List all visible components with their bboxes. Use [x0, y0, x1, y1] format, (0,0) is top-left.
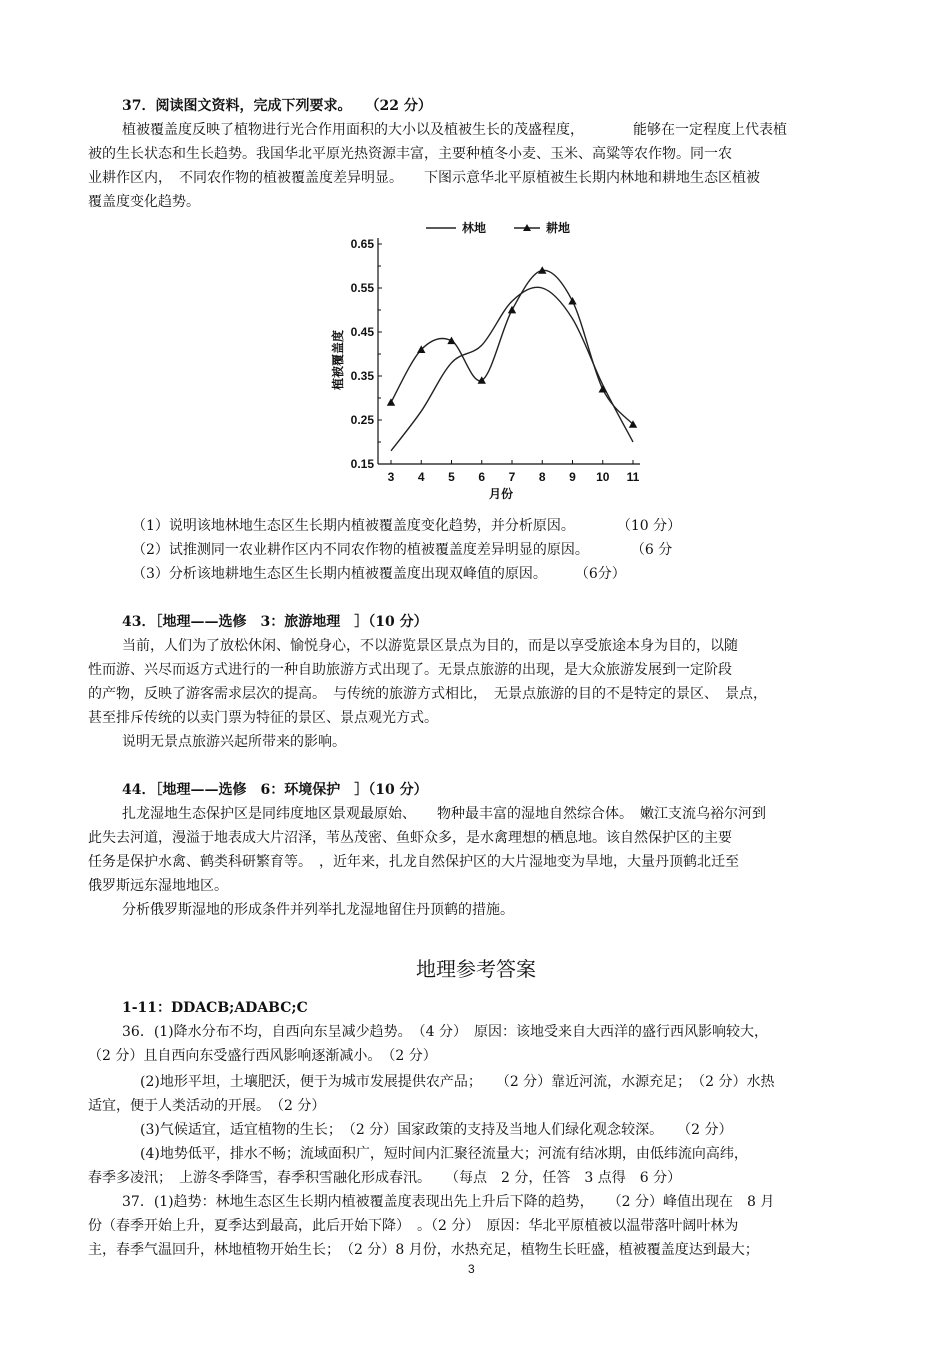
q43-paragraph-line: 说明无景点旅游兴起所带来的影响。	[122, 734, 346, 750]
q44-paragraph-line: 任务是保护水禽、鹤类科研繁育等。 ，近年来，扎龙自然保护区的大片湿地变为旱地，大量丹顶鹤北迁至	[88, 854, 739, 870]
q43-paragraph-line: 当前，人们为了放松休闲、愉悦身心，不以游览景区景点为目的，而是以享受旅途本身为目的，以随	[122, 638, 738, 654]
answer-line: (2)地形平坦，土壤肥沃，便于为城市发展提供农产品； （2 分）靠近河流，水源充足； （2 分）水热	[140, 1074, 775, 1090]
q37-subquestion-2: （2）试推测同一农业耕作区内不同农作物的植被覆盖度差异明显的原因。 （6 分	[132, 542, 673, 558]
y-tick-label: 0.15	[350, 457, 374, 471]
q37-paragraph-line: 被的生长状态和生长趋势。我国华北平原光热资源丰富，主要种植冬小麦、玉米、高粱等农作物。同一农	[88, 146, 732, 162]
farmland-point-marker	[508, 306, 516, 314]
legend-label-forest: 林地	[462, 221, 487, 235]
chart-axes	[330, 237, 640, 501]
answer-line: 份（春季开始上升，夏季达到最高，此后开始下降） 。（2 分） 原因：华北平原植被以温带落叶阔叶林为	[88, 1218, 739, 1234]
farmland-point-marker	[387, 398, 395, 406]
x-tick-label: 3	[387, 470, 395, 484]
answer-line: 主，春季气温回升，林地植物开始生长； （2 分）8 月份，水热充足，植物生长旺盛，植被覆盖度达到最大；	[88, 1242, 759, 1258]
answers-multiple-choice: 1-11：DDACB;ADABC;C	[122, 1000, 308, 1016]
x-tick-label: 10	[596, 470, 610, 484]
q44-paragraph-line: 此失去河道，漫溢于地表成大片沼泽，苇丛茂密、鱼虾众多，是水禽理想的栖息地。该自然保护区的主要	[88, 830, 732, 846]
q43-paragraph-line: 甚至排斥传统的以卖门票为特征的景区、景点观光方式。	[88, 710, 438, 726]
q37-paragraph-line: 植被覆盖度反映了植物进行光合作用面积的大小以及植被生长的茂盛程度， 能够在一定程度上代表植	[122, 122, 787, 138]
q44-heading: 44．［地理——选修 6：环境保护 ］（10 分）	[122, 782, 428, 798]
q44-paragraph-line: 分析俄罗斯湿地的形成条件并列举扎龙湿地留住丹顶鹤的措施。	[122, 902, 514, 918]
answer-line: (4)地势低平，排水不畅；流域面积广，短时间内汇聚径流量大；河流有结冰期，由低纬流向高纬，	[140, 1146, 748, 1162]
q37-heading: 37．阅读图文资料，完成下列要求。 （22 分）	[122, 98, 432, 114]
x-tick-label: 5	[448, 470, 455, 484]
answer-line: 36．(1)降水分布不均，自西向东呈减少趋势。 （4 分） 原因：该地受来自大西洋的盛行西风影响较大，	[122, 1024, 769, 1040]
legend-label-farmland: 耕地	[546, 221, 571, 235]
q37-subquestion-3: （3）分析该地耕地生态区生长期内植被覆盖度出现双峰值的原因。 （6分）	[132, 566, 626, 582]
x-tick-label: 6	[478, 470, 486, 484]
farmland-point-marker	[599, 385, 607, 393]
answer-line: 适宜，便于人类活动的开展。 （2 分）	[88, 1098, 326, 1114]
answer-line: （2 分）且自西向东受盛行西风影响逐渐减小。 （2 分）	[88, 1048, 437, 1064]
page-number: 3	[468, 1262, 475, 1276]
q43-paragraph-line: 性而游、兴尽而返方式进行的一种自助旅游方式出现了。无景点旅游的出现，是大众旅游发展到一定阶段	[88, 662, 732, 678]
chart-svg	[318, 214, 648, 510]
x-tick-label: 9	[569, 470, 576, 484]
farmland-point-marker	[568, 297, 576, 305]
q37-paragraph-line: 覆盖度变化趋势。	[88, 194, 200, 210]
q44-paragraph-line: 俄罗斯远东湿地地区。	[88, 878, 228, 894]
q37-subquestion-1: （1）说明该地林地生态区生长期内植被覆盖度变化趋势，并分析原因。 （10 分）	[132, 518, 682, 534]
x-tick-label: 4	[417, 470, 425, 484]
q37-paragraph-line: 业耕作区内， 不同农作物的植被覆盖度差异明显。 下图示意华北平原植被生长期内林地和耕地生态区植被	[88, 170, 760, 186]
q43-paragraph-line: 的产物，反映了游客需求层次的提高。 与传统的旅游方式相比， 无景点旅游的目的不是特定的景区、 景点，	[88, 686, 767, 702]
x-tick-label: 8	[538, 470, 546, 484]
answer-line: 春季多凌汛； 上游冬季降雪，春季积雪融化形成春汛。 （每点 2 分，任答 3 点得 6 分）	[88, 1170, 682, 1186]
y-axis-label: 植被覆盖度	[331, 329, 345, 391]
answer-line: 37．(1)趋势：林地生态区生长期内植被覆盖度表现出先上升后下降的趋势， （2 分）峰值出现在 8 月	[122, 1194, 775, 1210]
chart-series	[387, 266, 637, 451]
vegetation-coverage-chart	[318, 214, 648, 510]
farmland-point-marker	[447, 337, 455, 345]
answer-line: (3)气候适宜，适宜植物的生长； （2 分）国家政策的支持及当地人们绿化观念较深。 （2 分）	[140, 1122, 733, 1138]
x-tick-label: 11	[626, 470, 640, 484]
y-tick-label: 0.45	[350, 325, 374, 339]
chart-legend	[426, 220, 570, 235]
y-tick-label: 0.65	[350, 237, 374, 251]
y-tick-label: 0.55	[350, 281, 374, 295]
y-tick-label: 0.25	[350, 413, 374, 427]
q43-heading: 43．［地理——选修 3：旅游地理 ］（10 分）	[122, 614, 428, 630]
q44-paragraph-line: 扎龙湿地生态保护区是同纬度地区景观最原始、 物种最丰富的湿地自然综合体。 嫩江支流乌裕尔河到	[122, 806, 766, 822]
x-tick-label: 7	[508, 470, 516, 484]
y-tick-label: 0.35	[350, 369, 374, 383]
x-axis-label: 月份	[488, 487, 514, 501]
answers-title: 地理参考答案	[416, 957, 536, 981]
